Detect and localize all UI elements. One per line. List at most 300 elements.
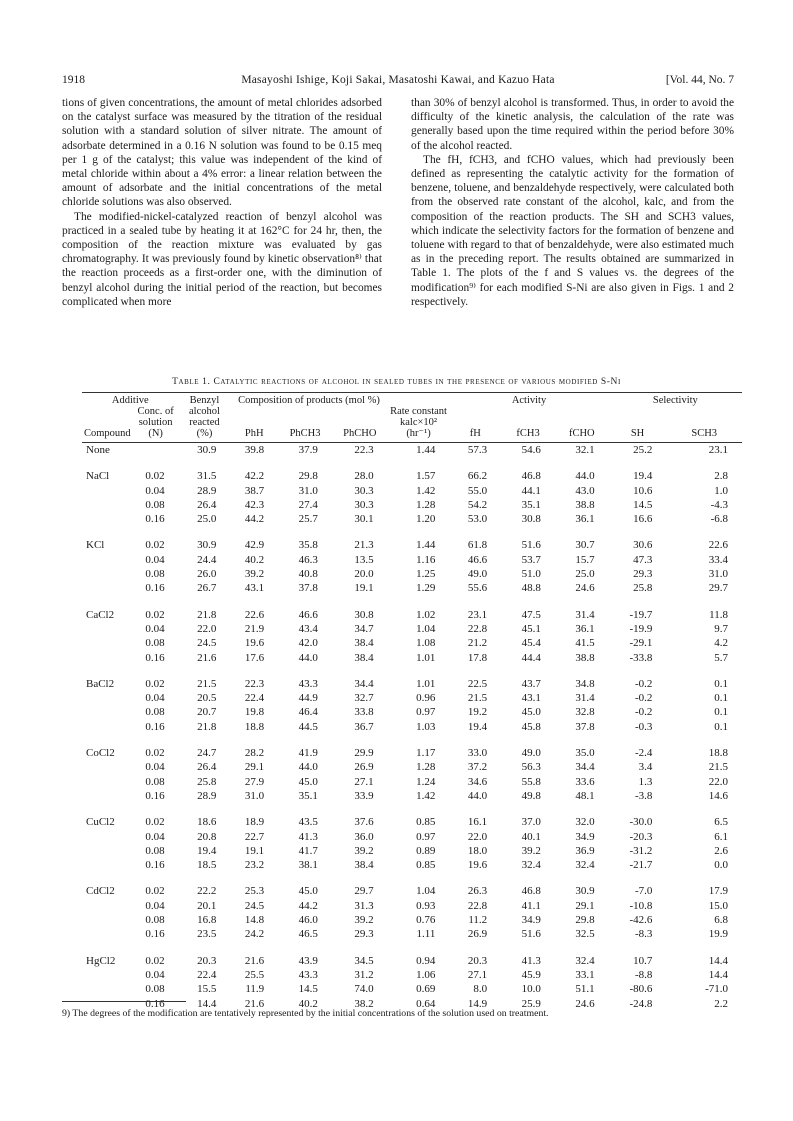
value-cell: 27.4 [298, 498, 318, 511]
value-cell: 14.6 [708, 789, 728, 802]
value-cell: -10.8 [629, 899, 653, 912]
table-row [82, 746, 742, 760]
value-cell: 30.3 [354, 484, 374, 497]
value-cell: 34.8 [575, 677, 595, 690]
value-cell: 0.02 [145, 747, 165, 760]
value-cell: 27.1 [354, 775, 374, 788]
value-cell: 39.8 [244, 444, 265, 456]
value-cell: 38.2 [354, 997, 374, 1010]
value-cell: 22.3 [354, 444, 374, 456]
value-cell: 32.7 [354, 692, 374, 705]
value-cell: 32.4 [575, 954, 595, 967]
compound-cell [82, 844, 133, 858]
value-cell: 43.1 [521, 692, 541, 705]
value-cell: 1.42 [416, 789, 436, 802]
value-cell: 14.5 [633, 498, 653, 511]
value-cell: 0.89 [416, 844, 436, 857]
value-cell: 0.96 [416, 692, 436, 705]
value-cell: 29.3 [633, 568, 653, 581]
value-cell: 21.8 [197, 720, 217, 733]
table-row [82, 691, 742, 705]
value-cell: 14.5 [298, 983, 318, 996]
value-cell: 0.02 [145, 608, 165, 621]
header-phh: PhH [244, 428, 264, 439]
value-cell: 0.94 [416, 954, 436, 967]
value-cell: -19.9 [629, 622, 653, 635]
value-cell: 0.02 [145, 677, 165, 690]
value-cell: 0.93 [416, 899, 436, 912]
value-cell: 0.04 [145, 761, 165, 774]
value-cell: 24.4 [197, 553, 217, 566]
value-cell: 29.7 [354, 885, 374, 898]
value-cell: 1.17 [416, 747, 436, 760]
table-row [82, 844, 742, 858]
value-cell: 28.2 [244, 747, 265, 760]
value-cell: 32.8 [575, 706, 595, 719]
value-cell: 44.2 [244, 513, 265, 526]
compound-cell [82, 651, 133, 665]
value-cell: -0.2 [635, 692, 653, 705]
value-cell: 32.4 [575, 859, 595, 872]
table-row [82, 858, 742, 872]
value-cell: 0.04 [145, 830, 165, 843]
value-cell: 40.8 [298, 568, 318, 581]
compound-cell [82, 567, 133, 581]
footnote-rule [62, 1001, 186, 1002]
value-cell: 45.4 [521, 637, 541, 650]
value-cell: 26.9 [467, 928, 488, 941]
value-cell: 16.6 [633, 513, 653, 526]
value-cell: 46.3 [298, 553, 318, 566]
value-cell: 37.0 [521, 816, 541, 829]
value-cell: 0.02 [145, 885, 165, 898]
value-cell: 40.2 [298, 997, 318, 1010]
table-row [82, 968, 742, 982]
table-row [82, 927, 742, 941]
value-cell: 22.4 [244, 692, 265, 705]
value-cell: 42.9 [244, 539, 265, 552]
value-cell: 35.1 [521, 498, 541, 511]
value-cell: 32.5 [575, 928, 595, 941]
value-cell: 37.6 [354, 816, 374, 829]
table-row [82, 567, 742, 581]
value-cell: 21.8 [197, 608, 217, 621]
value-cell: 6.8 [714, 914, 728, 927]
value-cell: 1.04 [416, 885, 436, 898]
value-cell: -4.3 [710, 498, 728, 511]
value-cell: 40.1 [521, 830, 541, 843]
group-spacer [82, 942, 742, 954]
value-cell: 24.5 [244, 899, 265, 912]
value-cell: 2.8 [714, 470, 728, 483]
value-cell: 39.2 [354, 914, 374, 927]
value-cell: 16.8 [197, 914, 217, 927]
value-cell: 25.8 [197, 775, 217, 788]
value-cell: 19.4 [633, 470, 653, 483]
value-cell: 36.0 [354, 830, 374, 843]
value-cell: 44.5 [298, 720, 318, 733]
value-cell: 37.2 [467, 761, 488, 774]
table-row [82, 443, 742, 458]
compound-cell: CuCl2 [86, 816, 115, 829]
value-cell: 0.08 [145, 637, 165, 650]
group-spacer [82, 872, 742, 884]
value-cell: 30.8 [521, 513, 541, 526]
table-row [82, 553, 742, 567]
value-cell: 19.9 [708, 928, 728, 941]
table-row [82, 651, 742, 665]
value-cell: 31.4 [575, 608, 595, 621]
value-cell: 49.0 [467, 568, 488, 581]
table-row [82, 581, 742, 595]
value-cell: 15.7 [575, 553, 595, 566]
value-cell: 21.3 [354, 539, 374, 552]
value-cell: 1.03 [416, 720, 436, 733]
value-cell: 26.7 [197, 582, 217, 595]
compound-cell: CdCl2 [86, 885, 115, 898]
value-cell: 44.0 [298, 761, 318, 774]
value-cell: 41.3 [298, 830, 318, 843]
value-cell: 23.5 [197, 928, 217, 941]
compound-cell [82, 705, 133, 719]
header-sch3: SCH3 [691, 428, 718, 439]
table-row [82, 538, 742, 552]
compound-cell [82, 553, 133, 567]
value-cell: 25.7 [298, 513, 318, 526]
value-cell: 31.0 [708, 568, 728, 581]
table-row [82, 913, 742, 927]
table-row [82, 815, 742, 829]
value-cell: 26.4 [197, 761, 217, 774]
value-cell: 0.85 [416, 859, 436, 872]
value-cell: 61.8 [467, 539, 488, 552]
value-cell: 0.08 [145, 498, 165, 511]
compound-cell [82, 760, 133, 774]
compound-cell [82, 968, 133, 982]
header-fh: fH [469, 428, 481, 439]
value-cell: 0.16 [145, 789, 165, 802]
table-row [82, 677, 742, 691]
value-cell: 1.29 [416, 582, 436, 595]
value-cell: 39.2 [244, 568, 265, 581]
value-cell: 14.4 [708, 954, 728, 967]
table-row [82, 775, 742, 789]
value-cell: 0.16 [145, 582, 165, 595]
value-cell: 2.2 [714, 997, 728, 1010]
running-header [62, 74, 734, 90]
value-cell: 1.28 [416, 761, 436, 774]
value-cell: 56.3 [521, 761, 541, 774]
table-row [82, 484, 742, 498]
value-cell: 0.04 [145, 553, 165, 566]
value-cell: 31.0 [298, 484, 318, 497]
value-cell: 20.8 [197, 830, 217, 843]
value-cell: 42.0 [298, 637, 318, 650]
value-cell: -3.8 [635, 789, 653, 802]
value-cell: 31.4 [575, 692, 595, 705]
value-cell: 22.6 [708, 539, 728, 552]
table-row [82, 899, 742, 913]
value-cell: 22.2 [197, 885, 217, 898]
header-rate-constant: Rate constant kalc×10² (hr⁻¹) [390, 406, 447, 439]
value-cell: 32.0 [575, 816, 595, 829]
value-cell: 46.8 [521, 470, 541, 483]
value-cell: 47.3 [633, 553, 653, 566]
value-cell: 30.1 [354, 513, 374, 526]
value-cell: 29.7 [708, 582, 728, 595]
value-cell: -20.3 [629, 830, 653, 843]
value-cell: 34.7 [354, 622, 374, 635]
value-cell: 1.57 [416, 470, 436, 483]
value-cell: 28.9 [197, 789, 217, 802]
compound-cell: CaCl2 [86, 608, 115, 621]
value-cell: 0.85 [416, 816, 436, 829]
compound-cell [82, 720, 133, 734]
value-cell: 22.8 [467, 899, 488, 912]
value-cell: -0.2 [635, 677, 653, 690]
value-cell: 15.0 [708, 899, 728, 912]
value-cell: 22.5 [467, 677, 488, 690]
value-cell: 51.6 [521, 539, 541, 552]
value-cell: 31.2 [354, 968, 374, 981]
header-conc: Conc. of solution (N) [137, 406, 174, 439]
compound-cell: CoCl2 [86, 747, 115, 760]
value-cell: 0.04 [145, 484, 165, 497]
value-cell: 30.3 [354, 498, 374, 511]
compound-cell [82, 858, 133, 872]
value-cell: 36.1 [575, 513, 595, 526]
value-cell: 45.0 [298, 775, 318, 788]
header-phcho: PhCHO [343, 428, 377, 439]
volume-info: [Vol. 44, No. 7 [665, 74, 734, 86]
value-cell: 0.69 [416, 983, 436, 996]
value-cell: -71.0 [705, 983, 728, 996]
value-cell: 45.1 [521, 622, 541, 635]
left-column [62, 96, 382, 309]
compound-cell [82, 622, 133, 636]
value-cell: 1.3 [638, 775, 653, 788]
value-cell: 0.08 [145, 983, 165, 996]
value-cell: 22.8 [467, 622, 488, 635]
value-cell: 45.0 [298, 885, 318, 898]
paragraph: The fH, fCH3, and fCHO values, which had previously been defined as representing the catalytic activity for the formation of benzene, toluene, and benzaldehyde respectively, were calculated both from the observed rate constant of the alcohol, kalc, and from the composition of the reaction products. The SH and SCH3 values, which indicate the selectivity factors for the formation of benzene and toluene with regard to that of benzaldehyde, were also estimated much as in the preceding report. The results obtained are summarized in Table 1. The plots of the f and S values vs. the degrees of the modification⁹⁾ for each modified S-Ni are also given in Figs. 1 and 2 respectively. [411, 153, 734, 308]
table-row [82, 720, 742, 734]
value-cell: 46.0 [298, 914, 318, 927]
value-cell: 19.6 [244, 637, 265, 650]
value-cell: 21.5 [197, 677, 217, 690]
compound-cell [82, 982, 133, 996]
value-cell: 0.02 [145, 470, 165, 483]
value-cell: 21.6 [244, 997, 265, 1010]
group-spacer [82, 665, 742, 677]
value-cell: 49.8 [521, 789, 541, 802]
value-cell: 27.1 [467, 968, 488, 981]
value-cell: 19.8 [244, 706, 265, 719]
value-cell: -0.3 [635, 720, 653, 733]
value-cell: 31.3 [354, 899, 374, 912]
paragraph: The modified-nickel-catalyzed reaction of benzyl alcohol was practiced in a sealed tube by heating it at 162°C for 24 hr, then, the composition of the reaction mixture was evaluated by gas chromatography. It was previously found by kinetic observation⁸⁾ that the reaction proceeds as a first-order one, with the diminution of benzyl alcohol during the initial period of the reaction, but becomes complicated when more [62, 210, 382, 308]
value-cell: 43.3 [298, 677, 318, 690]
value-cell: 21.6 [244, 954, 265, 967]
value-cell: 0.1 [714, 677, 728, 690]
value-cell: 37.8 [575, 720, 595, 733]
compound-cell: NaCl [86, 470, 110, 483]
value-cell: 0.1 [714, 692, 728, 705]
table-row [82, 512, 742, 526]
value-cell: 47.5 [521, 608, 541, 621]
value-cell: 24.6 [575, 997, 595, 1010]
value-cell: 23.1 [467, 608, 488, 621]
value-cell: 25.3 [244, 885, 265, 898]
value-cell: 15.5 [197, 983, 217, 996]
compound-cell: BaCl2 [86, 677, 115, 690]
value-cell: 43.4 [298, 622, 318, 635]
compound-cell [82, 775, 133, 789]
value-cell: 16.1 [467, 816, 488, 829]
paragraph: than 30% of benzyl alcohol is transformed. Thus, in order to avoid the difficulty of the kinetic analysis, the calculation of the rate was generally based upon the time required within the period before 30% of the alcohol reacted. [411, 97, 734, 152]
value-cell: 29.3 [354, 928, 374, 941]
value-cell: 44.9 [298, 692, 318, 705]
running-authors: Masayoshi Ishige, Koji Sakai, Masatoshi Kawai, and Kazuo Hata [241, 74, 555, 86]
value-cell: 20.3 [197, 954, 217, 967]
value-cell: 33.4 [708, 553, 728, 566]
value-cell: 38.7 [244, 484, 265, 497]
value-cell: 1.01 [416, 651, 436, 664]
value-cell: 18.8 [708, 747, 728, 760]
header-composition: Composition of products (mol %) [238, 395, 380, 406]
value-cell: 38.4 [354, 651, 374, 664]
value-cell: 14.9 [467, 997, 488, 1010]
header-additive: Additive [111, 395, 149, 406]
compound-cell [82, 581, 133, 595]
value-cell: 10.0 [521, 983, 541, 996]
value-cell: -0.2 [635, 706, 653, 719]
value-cell: 45.0 [521, 706, 541, 719]
value-cell: 0.16 [145, 997, 165, 1010]
value-cell: 21.2 [467, 637, 488, 650]
value-cell [133, 443, 179, 458]
value-cell: 29.9 [354, 747, 374, 760]
value-cell: 6.1 [714, 830, 728, 843]
value-cell: 45.9 [521, 968, 541, 981]
compound-cell [82, 913, 133, 927]
compound-cell [82, 636, 133, 650]
value-cell: 33.0 [467, 747, 488, 760]
value-cell: 1.02 [416, 608, 436, 621]
value-cell: 34.4 [354, 677, 374, 690]
value-cell: 44.0 [467, 789, 488, 802]
value-cell: 45.8 [521, 720, 541, 733]
compound-cell: None [86, 444, 110, 456]
value-cell: -8.8 [635, 968, 653, 981]
value-cell: 74.0 [354, 983, 374, 996]
value-cell: 29.8 [575, 914, 595, 927]
value-cell: -80.6 [629, 983, 653, 996]
header-fch3: fCH3 [516, 428, 540, 439]
value-cell: 22.0 [467, 830, 488, 843]
value-cell: 38.8 [575, 498, 595, 511]
value-cell: 20.7 [197, 706, 217, 719]
value-cell: 22.3 [244, 677, 265, 690]
value-cell: 28.9 [197, 484, 217, 497]
value-cell: 26.4 [197, 498, 217, 511]
value-cell: 51.6 [521, 928, 541, 941]
value-cell: 41.9 [298, 747, 318, 760]
paragraph: tions of given concentrations, the amount of metal chlorides adsorbed on the catalyst surface was measured by the titration of the residual solution with a standard solution of silver nitrate. The amount of adsorbate determined in a 0.16 N solution was found to be 0.15 meq per 1 g of the catalyst; this value was independent of the kind of metal chloride within about a 4% error: a linear relation between the amount of adsorbate and the initial concentrations of the metal chloride solutions was also observed. [62, 97, 382, 209]
table-row [82, 705, 742, 719]
value-cell: 20.1 [197, 899, 217, 912]
value-cell: 51.0 [521, 568, 541, 581]
value-cell: -8.3 [635, 928, 653, 941]
value-cell: 38.4 [354, 859, 374, 872]
value-cell: 10.6 [633, 484, 653, 497]
value-cell: 23.1 [708, 444, 728, 456]
compound-cell [82, 498, 133, 512]
value-cell: -42.6 [629, 914, 653, 927]
value-cell: 54.6 [521, 444, 541, 456]
value-cell: 28.0 [354, 470, 374, 483]
value-cell: 43.9 [298, 954, 318, 967]
value-cell: 31.0 [244, 789, 265, 802]
value-cell: 20.0 [354, 568, 374, 581]
value-cell: 19.6 [467, 859, 488, 872]
value-cell: 21.9 [244, 622, 265, 635]
header-phch3: PhCH3 [289, 428, 321, 439]
header-compound: Compound [84, 428, 131, 439]
value-cell: 20.3 [467, 954, 488, 967]
value-cell: 48.8 [521, 582, 541, 595]
value-cell: 43.1 [244, 582, 265, 595]
value-cell: 36.1 [575, 622, 595, 635]
value-cell: 1.11 [416, 928, 436, 941]
value-cell: 21.6 [197, 651, 217, 664]
value-cell: 13.5 [354, 553, 374, 566]
value-cell: 44.1 [521, 484, 541, 497]
footnote: 9) The degrees of the modification are tentatively represented by the initial concentrations of the solution used on treatment. [62, 1008, 549, 1019]
value-cell: 29.1 [575, 899, 595, 912]
value-cell: 1.25 [416, 568, 436, 581]
value-cell: 25.0 [575, 568, 595, 581]
value-cell: 1.20 [416, 513, 436, 526]
value-cell: 0.04 [145, 899, 165, 912]
value-cell: 54.2 [467, 498, 488, 511]
table-row [82, 760, 742, 774]
value-cell: 0.02 [145, 539, 165, 552]
value-cell: 18.6 [197, 816, 217, 829]
compound-cell: KCl [86, 539, 105, 552]
value-cell: 46.4 [298, 706, 318, 719]
value-cell: 10.7 [633, 954, 653, 967]
value-cell: 42.3 [244, 498, 265, 511]
value-cell: 33.8 [354, 706, 374, 719]
value-cell: 44.0 [298, 651, 318, 664]
value-cell: 51.1 [575, 983, 595, 996]
value-cell: 18.9 [244, 816, 265, 829]
value-cell: 0.97 [416, 706, 436, 719]
value-cell: 19.4 [197, 844, 217, 857]
value-cell: 21.5 [708, 761, 728, 774]
value-cell: 31.5 [197, 470, 217, 483]
value-cell: 40.2 [244, 553, 265, 566]
value-cell: 23.2 [244, 859, 265, 872]
value-cell: 1.24 [416, 775, 436, 788]
value-cell: 1.0 [714, 484, 728, 497]
value-cell: 18.0 [467, 844, 488, 857]
value-cell: 14.8 [244, 914, 265, 927]
value-cell: 25.5 [244, 968, 265, 981]
value-cell: 0.1 [714, 706, 728, 719]
value-cell: 35.0 [575, 747, 595, 760]
